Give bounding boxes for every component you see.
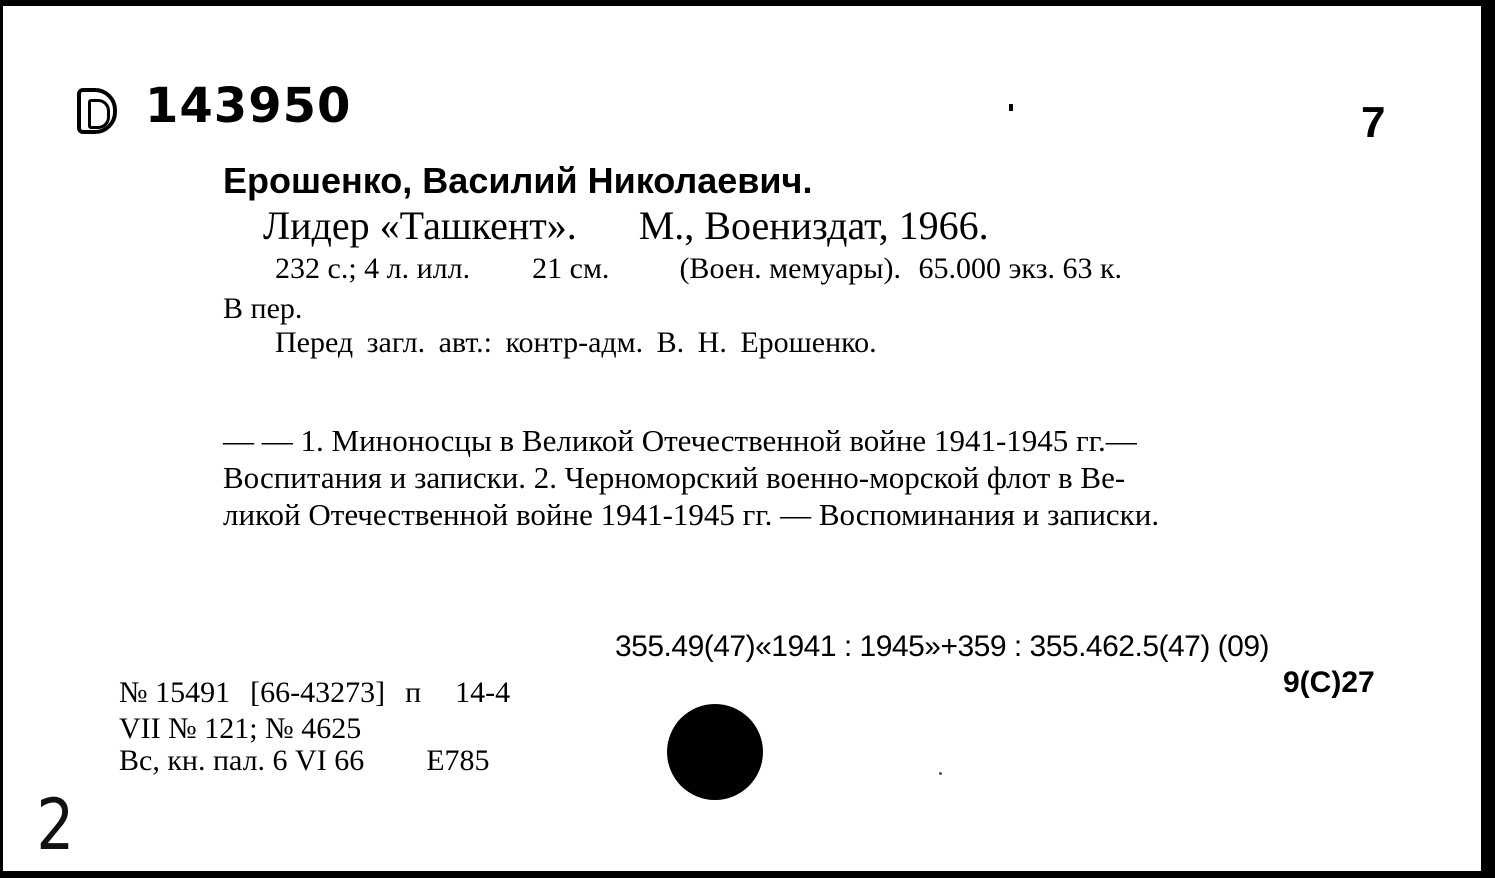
title-line: [263, 202, 989, 249]
order-letter: п: [405, 676, 422, 709]
imprint: М., Воениздат, 1966.: [638, 203, 989, 248]
speck: [939, 772, 942, 775]
book-title: Лидер «Ташкент».: [263, 203, 577, 248]
punch-hole: [667, 704, 763, 800]
binding: В пер.: [223, 292, 303, 325]
physical-description: [275, 252, 1122, 286]
chamber-date: Вс, кн. пал. 6 VI 66: [119, 744, 365, 777]
order-line: [119, 676, 510, 710]
print-run: 65.000 экз.: [918, 252, 1055, 285]
author-note: Перед загл. авт.: контр-адм. В. Н. Ерошенко.: [275, 326, 877, 359]
handwritten-mark: 2: [36, 784, 75, 866]
order-code: [66-43273]: [250, 676, 386, 709]
subject-headings: [223, 422, 1395, 533]
card-number: 7: [1361, 98, 1386, 147]
registry-line: VII № 121; № 4625: [119, 712, 362, 745]
pages: 232 с.; 4 л. илл.: [275, 252, 471, 285]
subject-line-3: ликой Отечественной войне 1941-1945 гг. — Воспоминания и записки.: [223, 497, 1160, 532]
ink-mark: [1009, 104, 1013, 111]
library-stamp-icon: [77, 88, 117, 134]
order-range: 14-4: [455, 676, 511, 709]
bbk-index: 9(С)27: [1283, 666, 1375, 699]
subject-line-2: Воспитания и записки. 2. Черноморский военно-морской флот в Ве-: [223, 460, 1126, 495]
price: 63 к.: [1062, 252, 1123, 285]
series: (Воен. мемуары).: [679, 252, 902, 285]
chamber-code: Е785: [426, 744, 490, 777]
size: 21 см.: [532, 252, 610, 285]
stamp-number: 143950: [145, 78, 352, 134]
author-heading: Ерошенко, Василий Николаевич.: [223, 160, 813, 201]
subject-line-1: — — 1. Миноносцы в Великой Отечественной войне 1941-1945 гг.—: [223, 423, 1137, 458]
order-number: № 15491: [119, 676, 231, 709]
chamber-line: [119, 744, 490, 778]
udc-index: 355.49(47)«1941 : 1945»+359 : 355.462.5(47) (09): [615, 630, 1270, 663]
